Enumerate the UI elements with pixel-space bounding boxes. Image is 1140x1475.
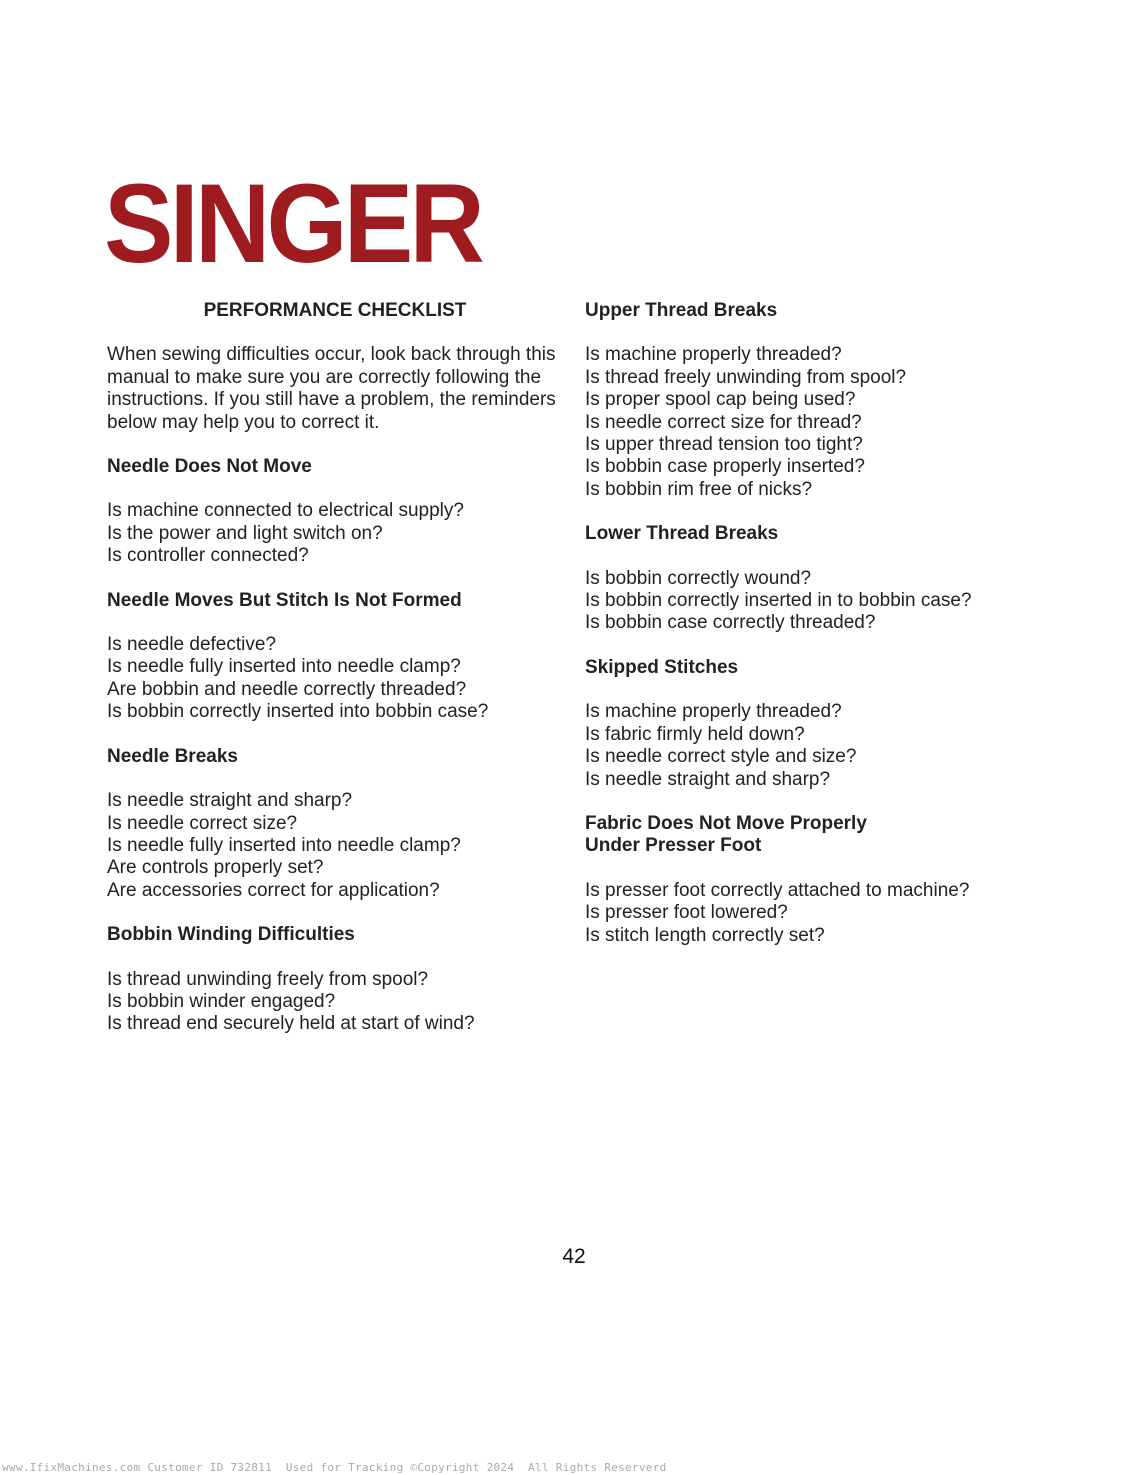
checklist	[107, 969, 557, 1036]
heading-line-1: Fabric Does Not Move Properly	[585, 812, 867, 834]
heading-line-2: Under Presser Foot	[585, 835, 762, 857]
section-heading: Skipped Stitches	[585, 656, 739, 678]
checklist	[585, 880, 1015, 947]
intro-paragraph: When sewing difficulties occur, look back through this manual to make sure you are correctly following the instructions. If you still have a problem, the reminders below may help you to correct it.	[107, 344, 556, 433]
section-needle-breaks	[107, 746, 557, 902]
list-item: Is machine properly threaded?	[585, 701, 842, 723]
list-item: Is needle correct size?	[107, 812, 298, 834]
list-item: Is thread unwinding freely from spool?	[107, 968, 429, 990]
list-item: Is controller connected?	[107, 545, 309, 567]
list-item: Is bobbin winder engaged?	[107, 990, 336, 1012]
checklist	[107, 634, 557, 724]
list-item: Is bobbin correctly inserted into bobbin case?	[107, 701, 489, 723]
list-item: Is needle fully inserted into needle clamp?	[107, 834, 461, 856]
list-item: Is needle correct style and size?	[585, 746, 857, 768]
page-number: 42	[562, 1245, 586, 1268]
tracking-watermark: www.IfixMachines.com Customer ID 732811 Used for Tracking ©Copyright 2024 All Rights Reserverd	[2, 1461, 667, 1474]
list-item: Are accessories correct for application?	[107, 879, 440, 901]
list-item: Is presser foot correctly attached to machine?	[585, 879, 970, 901]
checklist-title: PERFORMANCE CHECKLIST	[203, 300, 467, 321]
checklist	[585, 568, 1015, 635]
checklist	[585, 701, 1015, 791]
list-item: Is bobbin correctly wound?	[585, 567, 812, 589]
checklist	[107, 790, 557, 902]
list-item: Is needle correct size for thread?	[585, 411, 862, 433]
list-item: Is presser foot lowered?	[585, 902, 788, 924]
list-item: Is proper spool cap being used?	[585, 389, 856, 411]
checklist	[107, 500, 557, 567]
list-item: Is needle fully inserted into needle clamp?	[107, 656, 461, 678]
section-fabric-does-not-move	[585, 813, 1015, 947]
section-heading: Needle Breaks	[107, 745, 238, 767]
section-heading: Lower Thread Breaks	[585, 523, 779, 545]
section-heading: Upper Thread Breaks	[585, 300, 778, 321]
left-column	[107, 300, 557, 1058]
list-item: Is machine connected to electrical supply?	[107, 500, 464, 522]
section-lower-thread-breaks	[585, 523, 1015, 635]
section-heading: Needle Does Not Move	[107, 456, 312, 478]
section-bobbin-winding	[107, 924, 557, 1036]
section-stitch-not-formed	[107, 590, 557, 724]
list-item: Is needle straight and sharp?	[585, 768, 831, 790]
list-item: Are controls properly set?	[107, 857, 324, 879]
list-item: Is stitch length correctly set?	[585, 924, 825, 946]
section-heading	[585, 813, 1015, 858]
list-item: Is needle straight and sharp?	[107, 790, 353, 812]
section-heading: Needle Moves But Stitch Is Not Formed	[107, 589, 462, 611]
section-needle-does-not-move	[107, 456, 557, 568]
section-upper-thread-breaks	[585, 300, 1015, 501]
checklist	[585, 344, 1015, 501]
singer-logo: SINGER	[104, 161, 482, 286]
right-column	[585, 300, 1015, 969]
list-item: Is bobbin case properly inserted?	[585, 456, 865, 478]
list-item: Is bobbin case correctly threaded?	[585, 612, 876, 634]
list-item: Is upper thread tension too tight?	[585, 434, 863, 456]
list-item: Is needle defective?	[107, 634, 277, 656]
list-item: Is thread end securely held at start of wind?	[107, 1013, 475, 1035]
list-item: Is the power and light switch on?	[107, 522, 383, 544]
section-heading: Bobbin Winding Difficulties	[107, 924, 355, 946]
list-item: Are bobbin and needle correctly threaded?	[107, 678, 467, 700]
list-item: Is machine properly threaded?	[585, 344, 842, 366]
section-skipped-stitches	[585, 657, 1015, 791]
list-item: Is bobbin rim free of nicks?	[585, 478, 813, 500]
list-item: Is fabric firmly held down?	[585, 723, 805, 745]
list-item: Is bobbin correctly inserted in to bobbin case?	[585, 590, 972, 612]
list-item: Is thread freely unwinding from spool?	[585, 366, 907, 388]
